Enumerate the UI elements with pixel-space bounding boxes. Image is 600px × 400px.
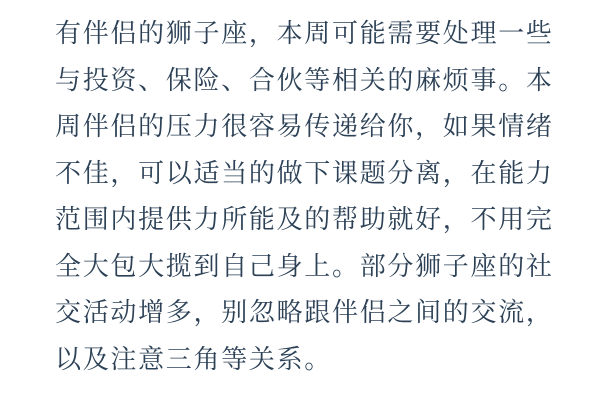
text-line-7: 交活动增多，别忽略跟伴侣之间的交流， bbox=[55, 298, 554, 328]
text-line-5: 范围内提供力所能及的帮助就好，不用完 bbox=[55, 205, 554, 235]
text-line-8: 以及注意三角等关系。 bbox=[55, 344, 333, 375]
article-text bbox=[55, 11, 555, 383]
text-line-4: 不佳，可以适当的做下课题分离，在能力 bbox=[55, 158, 554, 189]
text-line-2: 与投资、保险、合伙等相关的麻烦事。本 bbox=[55, 65, 554, 96]
text-line-1: 有伴侣的狮子座，本周可能需要处理一些 bbox=[55, 19, 554, 49]
text-line-3: 周伴侣的压力很容易传递给你，如果情绪 bbox=[55, 112, 554, 142]
text-line-6: 全大包大揽到自己身上。部分狮子座的社 bbox=[55, 251, 554, 282]
